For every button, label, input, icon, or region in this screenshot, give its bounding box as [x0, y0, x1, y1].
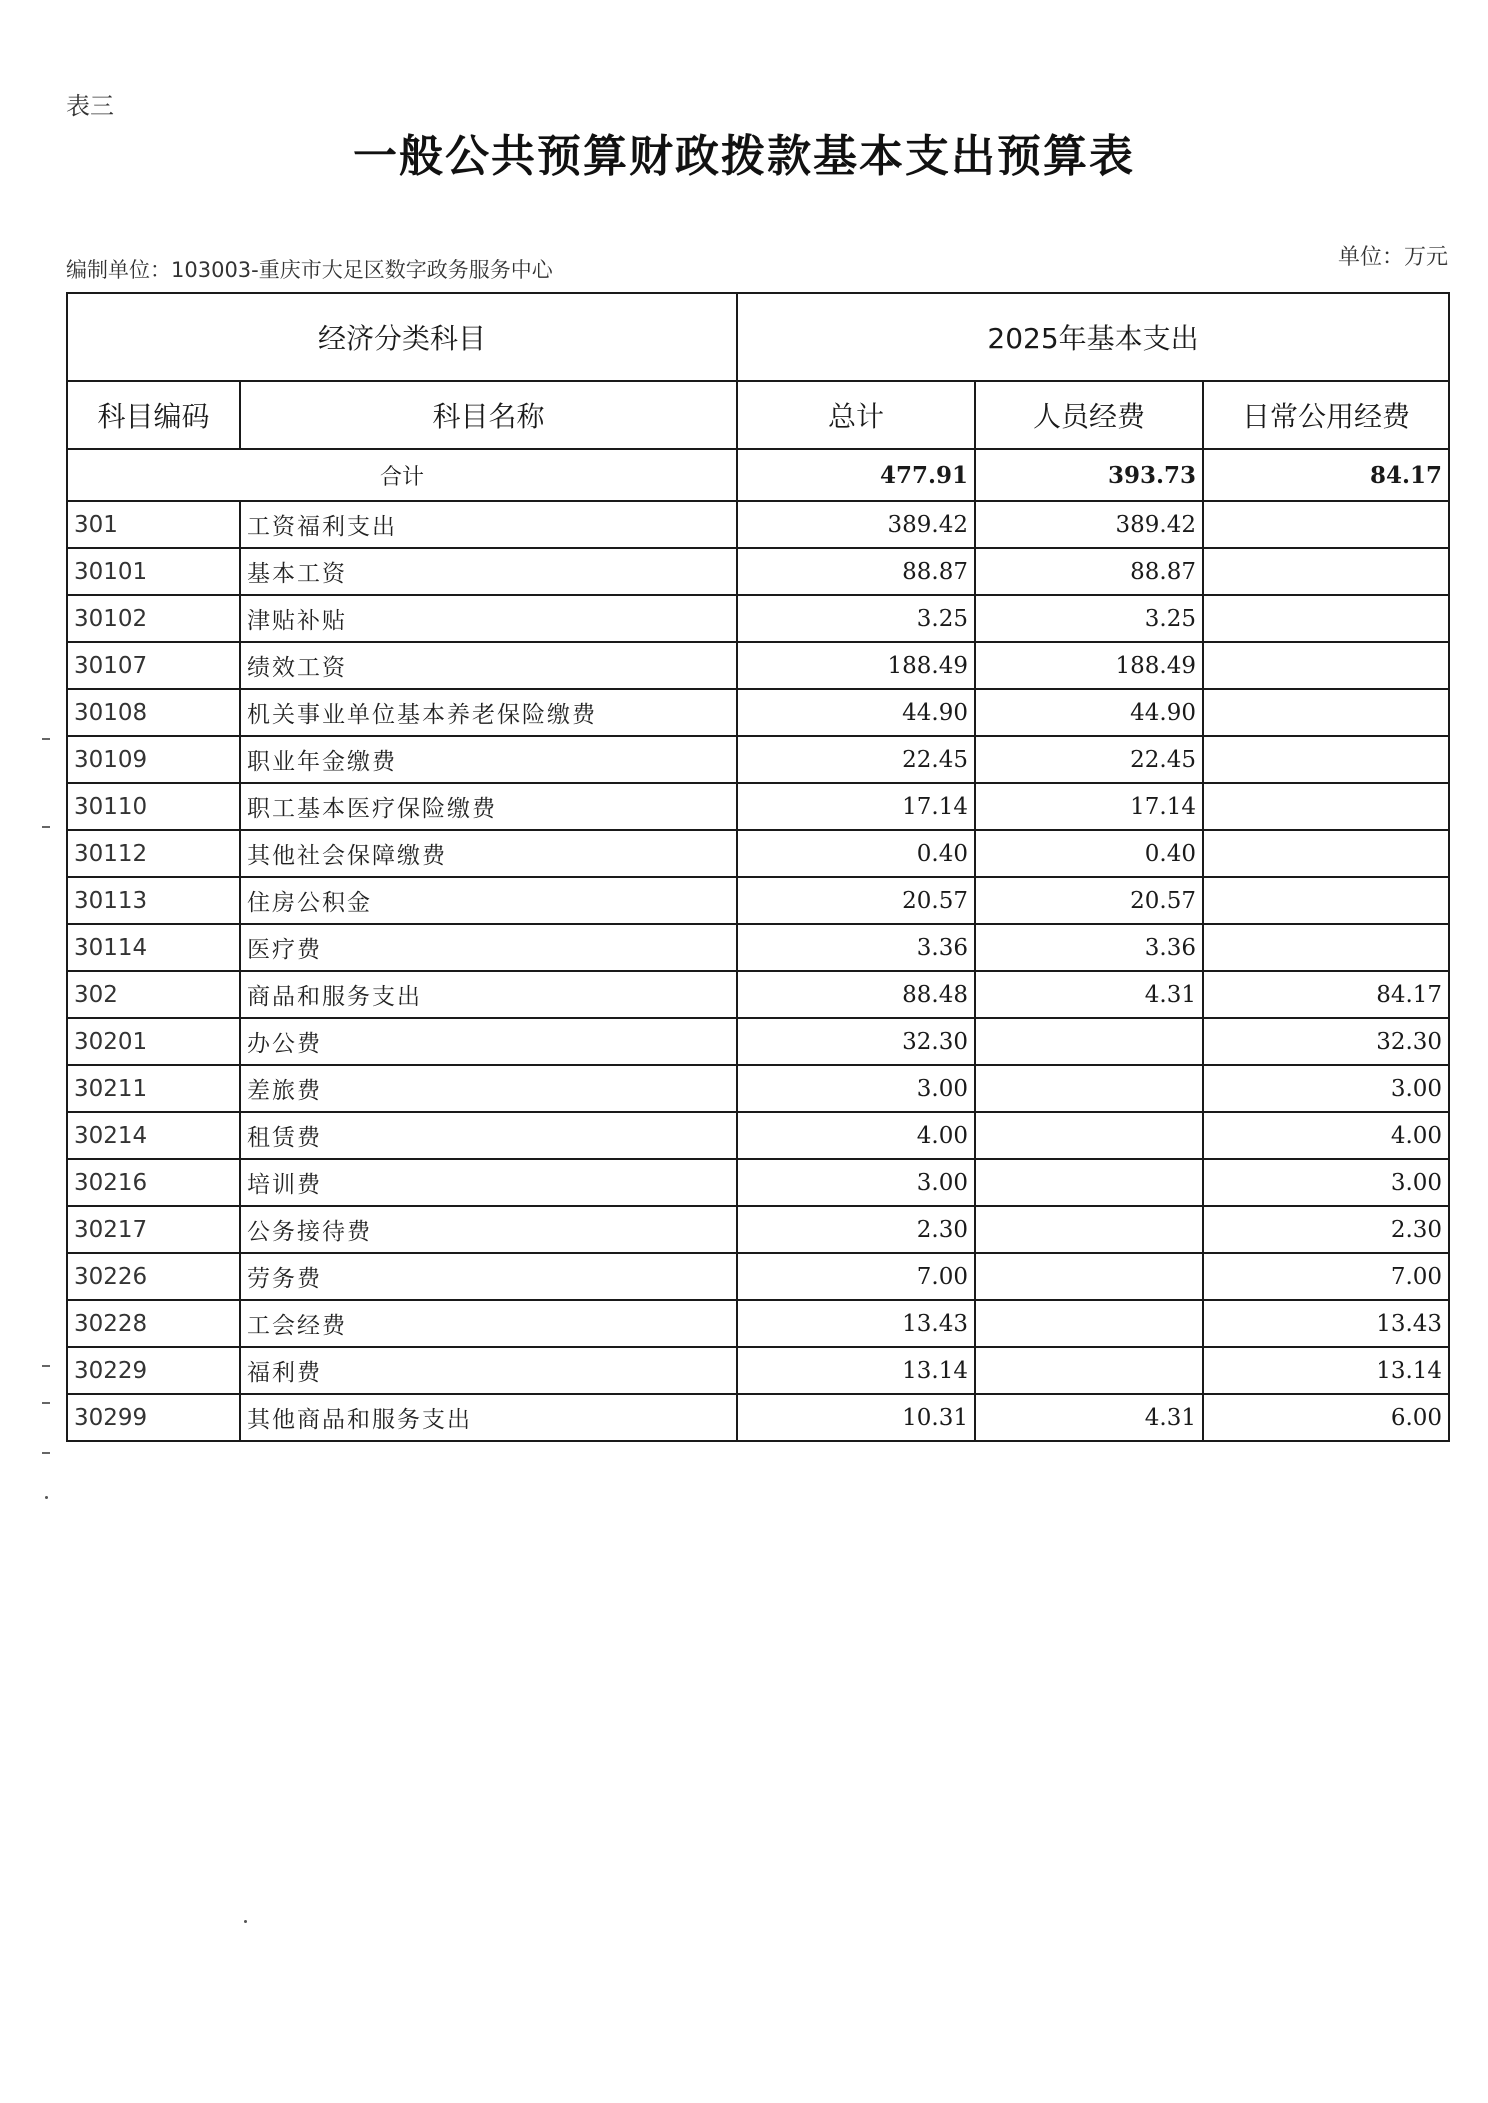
- row-public: [1203, 642, 1449, 689]
- row-name: 住房公积金: [240, 877, 737, 924]
- row-name: 培训费: [240, 1159, 737, 1206]
- row-name: 商品和服务支出: [240, 971, 737, 1018]
- row-total: 88.48: [737, 971, 975, 1018]
- row-name: 劳务费: [240, 1253, 737, 1300]
- table-row: [67, 689, 1449, 736]
- row-public: [1203, 830, 1449, 877]
- row-personnel: 17.14: [975, 783, 1203, 830]
- row-code: 30216: [67, 1159, 240, 1206]
- row-code: 301: [67, 501, 240, 548]
- row-public: [1203, 548, 1449, 595]
- row-public: [1203, 689, 1449, 736]
- row-public: 4.00: [1203, 1112, 1449, 1159]
- row-total: 3.00: [737, 1159, 975, 1206]
- row-name: 其他社会保障缴费: [240, 830, 737, 877]
- header-row-1: [67, 293, 1449, 381]
- scan-mark: [42, 1452, 50, 1454]
- header-econ-category: 经济分类科目: [67, 293, 737, 381]
- row-public: [1203, 783, 1449, 830]
- row-public: 6.00: [1203, 1394, 1449, 1441]
- header-public: 日常公用经费: [1203, 381, 1449, 449]
- row-code: 30108: [67, 689, 240, 736]
- row-name: 租赁费: [240, 1112, 737, 1159]
- scan-mark: [42, 1402, 50, 1404]
- row-code: 30107: [67, 642, 240, 689]
- row-public: [1203, 736, 1449, 783]
- row-total: 2.30: [737, 1206, 975, 1253]
- row-code: 30114: [67, 924, 240, 971]
- budget-table: [66, 292, 1450, 1442]
- row-personnel: [975, 1253, 1203, 1300]
- row-name: 工会经费: [240, 1300, 737, 1347]
- table-row: [67, 736, 1449, 783]
- row-public: [1203, 595, 1449, 642]
- row-name: 公务接待费: [240, 1206, 737, 1253]
- total-total: 477.91: [737, 449, 975, 501]
- row-total: 7.00: [737, 1253, 975, 1300]
- row-code: 30101: [67, 548, 240, 595]
- row-total: 88.87: [737, 548, 975, 595]
- header-name: 科目名称: [240, 381, 737, 449]
- total-label: 合计: [67, 449, 737, 501]
- row-code: 30112: [67, 830, 240, 877]
- row-name: 福利费: [240, 1347, 737, 1394]
- table-label: 表三: [66, 92, 114, 120]
- row-total: 3.36: [737, 924, 975, 971]
- scan-dot: [45, 1496, 48, 1499]
- table-row: [67, 971, 1449, 1018]
- row-total: 188.49: [737, 642, 975, 689]
- row-code: 30229: [67, 1347, 240, 1394]
- table-row: [67, 1300, 1449, 1347]
- row-personnel: 389.42: [975, 501, 1203, 548]
- row-name: 差旅费: [240, 1065, 737, 1112]
- row-personnel: 88.87: [975, 548, 1203, 595]
- scan-mark: [42, 738, 50, 740]
- table-row: [67, 1112, 1449, 1159]
- row-public: [1203, 877, 1449, 924]
- row-public: 84.17: [1203, 971, 1449, 1018]
- row-code: 30226: [67, 1253, 240, 1300]
- row-public: 13.14: [1203, 1347, 1449, 1394]
- header-total: 总计: [737, 381, 975, 449]
- row-code: 30211: [67, 1065, 240, 1112]
- row-public: 7.00: [1203, 1253, 1449, 1300]
- row-personnel: 188.49: [975, 642, 1203, 689]
- row-total: 44.90: [737, 689, 975, 736]
- header-code: 科目编码: [67, 381, 240, 449]
- row-code: 30102: [67, 595, 240, 642]
- compiling-unit: 编制单位：103003-重庆市大足区数字政务服务中心: [66, 258, 553, 282]
- row-personnel: 3.25: [975, 595, 1203, 642]
- total-personnel: 393.73: [975, 449, 1203, 501]
- row-code: 30109: [67, 736, 240, 783]
- row-name: 其他商品和服务支出: [240, 1394, 737, 1441]
- table-row: [67, 1394, 1449, 1441]
- row-code: 30110: [67, 783, 240, 830]
- row-total: 13.14: [737, 1347, 975, 1394]
- row-public: 3.00: [1203, 1065, 1449, 1112]
- row-public: 3.00: [1203, 1159, 1449, 1206]
- table-row: [67, 877, 1449, 924]
- row-personnel: 4.31: [975, 971, 1203, 1018]
- table-row: [67, 1347, 1449, 1394]
- row-personnel: [975, 1206, 1203, 1253]
- row-personnel: [975, 1347, 1203, 1394]
- row-code: 30217: [67, 1206, 240, 1253]
- page-title: 一般公共预算财政拨款基本支出预算表: [353, 131, 1135, 182]
- table-row: [67, 830, 1449, 877]
- row-code: 30228: [67, 1300, 240, 1347]
- row-name: 绩效工资: [240, 642, 737, 689]
- row-code: 30201: [67, 1018, 240, 1065]
- total-row: [67, 449, 1449, 501]
- scan-mark: [42, 826, 50, 828]
- row-name: 津贴补贴: [240, 595, 737, 642]
- row-name: 职工基本医疗保险缴费: [240, 783, 737, 830]
- table-row: [67, 1206, 1449, 1253]
- row-name: 工资福利支出: [240, 501, 737, 548]
- row-name: 机关事业单位基本养老保险缴费: [240, 689, 737, 736]
- row-personnel: 4.31: [975, 1394, 1203, 1441]
- row-name: 办公费: [240, 1018, 737, 1065]
- unit-note: 单位：万元: [1337, 245, 1448, 270]
- scan-mark: [42, 1365, 50, 1367]
- row-public: [1203, 924, 1449, 971]
- row-personnel: 3.36: [975, 924, 1203, 971]
- row-public: 32.30: [1203, 1018, 1449, 1065]
- table-row: [67, 548, 1449, 595]
- row-name: 职业年金缴费: [240, 736, 737, 783]
- row-personnel: 44.90: [975, 689, 1203, 736]
- table-row: [67, 924, 1449, 971]
- row-code: 302: [67, 971, 240, 1018]
- row-code: 30113: [67, 877, 240, 924]
- header-year-group: 2025年基本支出: [737, 293, 1449, 381]
- row-personnel: [975, 1018, 1203, 1065]
- row-public: [1203, 501, 1449, 548]
- row-personnel: [975, 1300, 1203, 1347]
- table-row: [67, 1018, 1449, 1065]
- row-total: 22.45: [737, 736, 975, 783]
- table-row: [67, 1253, 1449, 1300]
- row-personnel: 22.45: [975, 736, 1203, 783]
- row-total: 10.31: [737, 1394, 975, 1441]
- table-row: [67, 1159, 1449, 1206]
- total-public: 84.17: [1203, 449, 1449, 501]
- row-total: 389.42: [737, 501, 975, 548]
- row-code: 30299: [67, 1394, 240, 1441]
- row-total: 32.30: [737, 1018, 975, 1065]
- row-name: 医疗费: [240, 924, 737, 971]
- row-total: 13.43: [737, 1300, 975, 1347]
- row-personnel: 20.57: [975, 877, 1203, 924]
- table-row: [67, 1065, 1449, 1112]
- row-code: 30214: [67, 1112, 240, 1159]
- header-row-2: [67, 381, 1449, 449]
- row-total: 3.25: [737, 595, 975, 642]
- row-personnel: 0.40: [975, 830, 1203, 877]
- table-row: [67, 783, 1449, 830]
- row-public: 13.43: [1203, 1300, 1449, 1347]
- row-total: 4.00: [737, 1112, 975, 1159]
- table-row: [67, 642, 1449, 689]
- row-personnel: [975, 1112, 1203, 1159]
- row-total: 17.14: [737, 783, 975, 830]
- table-row: [67, 501, 1449, 548]
- header-personnel: 人员经费: [975, 381, 1203, 449]
- table-row: [67, 595, 1449, 642]
- row-total: 3.00: [737, 1065, 975, 1112]
- row-public: 2.30: [1203, 1206, 1449, 1253]
- scan-dot: [244, 1920, 247, 1923]
- row-personnel: [975, 1065, 1203, 1112]
- row-personnel: [975, 1159, 1203, 1206]
- row-total: 0.40: [737, 830, 975, 877]
- row-name: 基本工资: [240, 548, 737, 595]
- row-total: 20.57: [737, 877, 975, 924]
